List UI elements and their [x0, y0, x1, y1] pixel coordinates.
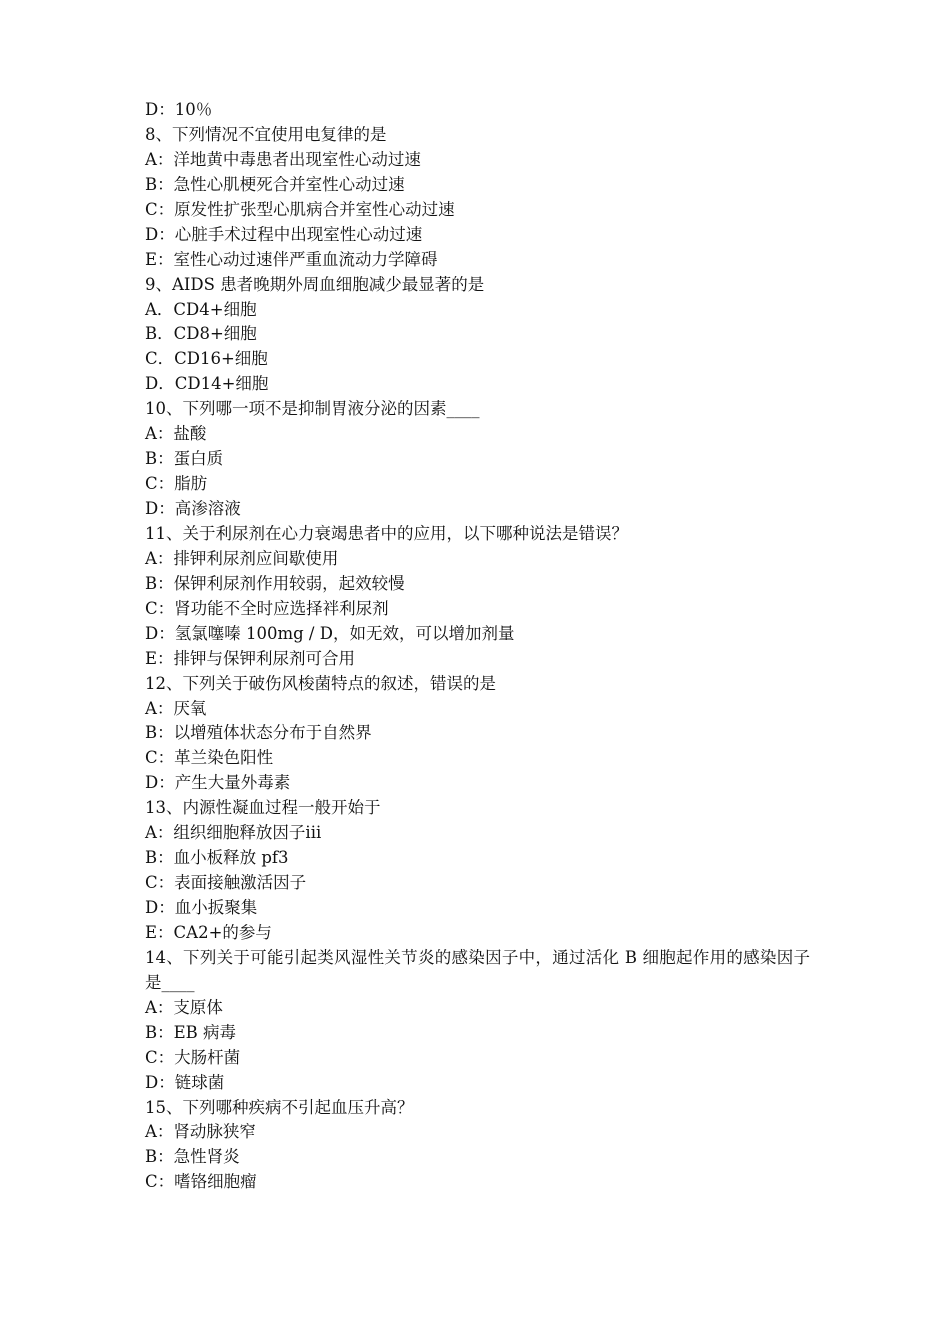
option-line: C．CD16+细胞 [145, 349, 268, 369]
question-line: 13、内源性凝血过程一般开始于 [145, 798, 381, 818]
option-line: B：急性肾炎 [145, 1147, 240, 1167]
question-text-block [145, 98, 810, 1195]
option-line: D．CD14+细胞 [145, 374, 269, 394]
option-line: D：血小扳聚集 [145, 898, 258, 917]
option-line: E：CA2+的参与 [145, 922, 272, 942]
option-line: B．CD8+细胞 [145, 324, 257, 344]
question-line: 8、下列情况不宜使用电复律的是 [145, 124, 387, 144]
option-line: B：急性心肌梗死合并室性心动过速 [145, 174, 405, 194]
option-line: B：蛋白质 [145, 449, 224, 469]
option-line: C：革兰染色阳性 [145, 748, 274, 768]
option-line: A：盐酸 [145, 424, 207, 444]
option-line: A：厌氧 [145, 698, 207, 718]
option-line: E：排钾与保钾利尿剂可合用 [145, 648, 356, 668]
option-line: C：表面接触激活因子 [145, 873, 307, 893]
option-line: C：嗜铬细胞瘤 [145, 1172, 257, 1192]
option-line: B：以增殖体状态分布于自然界 [145, 723, 372, 743]
option-line: C：大肠杆菌 [145, 1047, 241, 1067]
option-line: A：洋地黄中毒患者出现室性心动过速 [145, 149, 421, 169]
option-line: A．CD4+细胞 [145, 299, 257, 319]
option-line: B：保钾利尿剂作用较弱，起效较慢 [145, 573, 405, 593]
question-line: 14、下列关于可能引起类风湿性关节炎的感染因子中，通过活化 B 细胞起作用的感染因子是____ [145, 947, 810, 992]
option-line: A：排钾利尿剂应间歇使用 [145, 548, 339, 568]
option-line: A：组织细胞释放因子iii [145, 823, 322, 843]
question-line: 12、下列关于破伤风梭菌特点的叙述，错误的是 [145, 673, 496, 693]
option-line: A：肾动脉狭窄 [145, 1122, 256, 1142]
option-line: C：肾功能不全时应选择袢利尿剂 [145, 598, 389, 618]
option-line: D：10％ [145, 100, 213, 119]
option-line: D：链球菌 [145, 1072, 225, 1092]
option-line: C：脂肪 [145, 474, 208, 494]
option-line: D：高渗溶液 [145, 499, 241, 518]
question-line: 10、下列哪一项不是抑制胃液分泌的因素____ [145, 399, 480, 419]
option-line: D：氢氯噻嗪 100mg / D，如无效，可以增加剂量 [145, 623, 515, 643]
question-line: 11、关于利尿剂在心力衰竭患者中的应用，以下哪种说法是错误？ [145, 523, 628, 543]
question-line: 15、下列哪种疾病不引起血压升高？ [145, 1097, 414, 1117]
option-line: B：血小板释放 pf3 [145, 848, 289, 868]
question-line: 9、AIDS 患者晚期外周血细胞减少最显著的是 [145, 274, 485, 294]
option-line: D：心脏手术过程中出现室性心动过速 [145, 224, 423, 244]
option-line: C：原发性扩张型心肌病合并室性心动过速 [145, 199, 455, 219]
option-line: E：室性心动过速伴严重血流动力学障碍 [145, 249, 438, 269]
option-line: D：产生大量外毒素 [145, 773, 291, 793]
option-line: B：EB 病毒 [145, 1022, 237, 1042]
option-line: A：支原体 [145, 997, 223, 1017]
